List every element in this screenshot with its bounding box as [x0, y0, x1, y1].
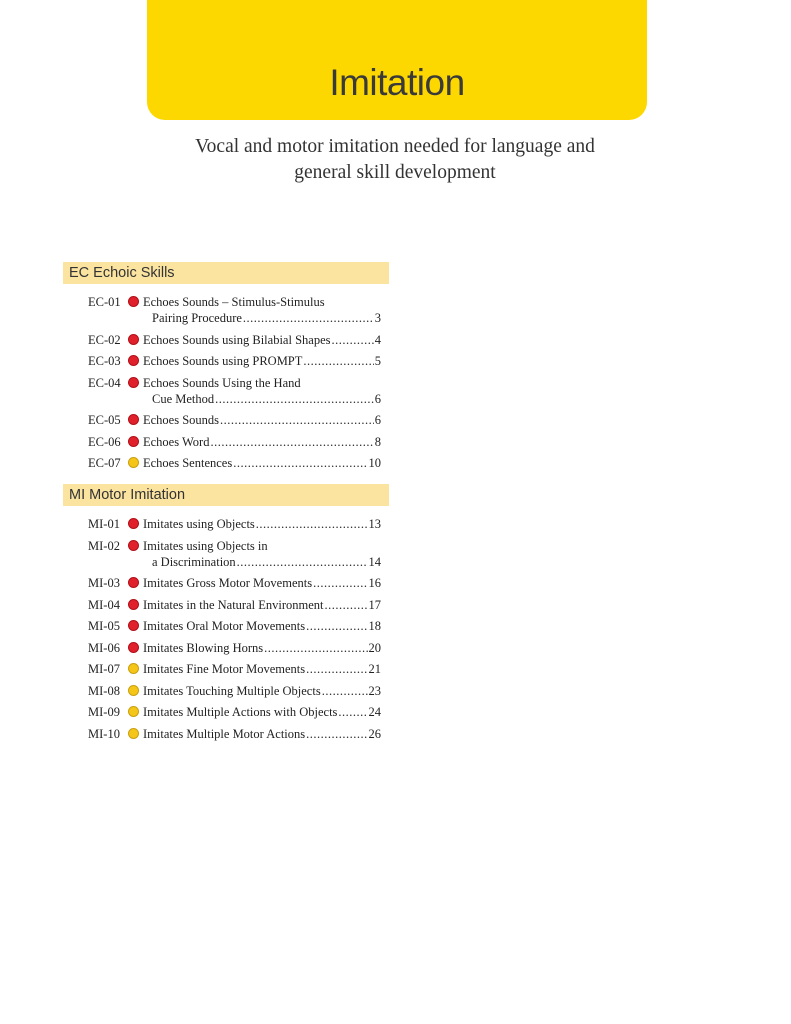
- dot-leader: [264, 640, 367, 656]
- toc-entry[interactable]: [88, 618, 381, 634]
- toc-entry[interactable]: [88, 412, 381, 428]
- entry-code: MI-03: [88, 576, 120, 590]
- red-dot-icon: [128, 518, 139, 529]
- entry-page-number: 18: [368, 619, 381, 633]
- red-dot-icon: [128, 334, 139, 345]
- entry-page-number: 13: [368, 517, 381, 531]
- entry-code: MI-01: [88, 517, 120, 531]
- dot-leader: [210, 434, 373, 450]
- dot-leader: [325, 597, 368, 613]
- entry-code: EC-03: [88, 354, 121, 368]
- entry-page-number: 16: [368, 576, 381, 590]
- toc-entry[interactable]: [88, 434, 381, 450]
- toc-entry[interactable]: [88, 726, 381, 742]
- dot-leader: [306, 618, 367, 634]
- entry-code: MI-02: [88, 538, 120, 553]
- red-dot-icon: [128, 540, 139, 551]
- entry-page-number: 5: [374, 354, 381, 368]
- entry-title: a Discrimination: [152, 554, 236, 569]
- entry-page-number: 20: [368, 640, 381, 655]
- entry-title: Echoes Sounds using PROMPT: [143, 354, 303, 368]
- dot-leader: [338, 704, 367, 720]
- entry-page-number: 24: [368, 705, 381, 719]
- entry-page-number: 4: [374, 332, 381, 347]
- entry-text: [143, 412, 381, 428]
- red-dot-icon: [128, 620, 139, 631]
- entry-page-number: 14: [368, 554, 381, 569]
- entry-text: [143, 640, 381, 656]
- entry-page-number: 6: [374, 413, 381, 427]
- page-title: Imitation: [329, 62, 465, 103]
- entry-title: Imitates Blowing Horns: [143, 640, 264, 655]
- entry-page-number: 6: [374, 391, 381, 406]
- yellow-dot-icon: [128, 685, 139, 696]
- entry-title: Echoes Sounds using Bilabial Shapes: [143, 332, 331, 347]
- section-header-echoic: EC Echoic Skills: [63, 262, 389, 284]
- dot-leader: [313, 575, 367, 591]
- entry-title: Cue Method: [152, 391, 215, 406]
- entry-title: Imitates in the Natural Environment: [143, 597, 324, 612]
- entry-title: Echoes Sounds Using the Hand: [143, 375, 301, 390]
- entry-code: EC-01: [88, 295, 121, 309]
- red-dot-icon: [128, 296, 139, 307]
- entry-code: EC-05: [88, 413, 121, 427]
- subtitle-line: Vocal and motor imitation needed for language and: [195, 136, 595, 157]
- yellow-dot-icon: [128, 706, 139, 717]
- dot-leader: [237, 554, 368, 570]
- entry-text: [143, 575, 381, 591]
- entry-code: EC-07: [88, 456, 121, 470]
- entry-code: EC-04: [88, 375, 121, 390]
- red-dot-icon: [128, 355, 139, 366]
- entry-title: Echoes Word: [143, 434, 210, 449]
- toc-entry[interactable]: [88, 516, 381, 532]
- entry-text: [143, 294, 381, 326]
- toc-entry[interactable]: [88, 683, 381, 699]
- toc-entry[interactable]: [88, 661, 381, 677]
- entry-title: Imitates using Objects in: [143, 538, 268, 553]
- entry-text: [143, 516, 381, 532]
- dot-leader: [303, 353, 373, 369]
- dot-leader: [322, 683, 368, 699]
- entry-code: MI-04: [88, 597, 120, 612]
- entry-text: [143, 726, 381, 742]
- subtitle-line: general skill development: [294, 162, 496, 183]
- page-subtitle: [120, 134, 670, 186]
- entry-text: [143, 455, 381, 471]
- red-dot-icon: [128, 577, 139, 588]
- entry-text: [143, 332, 381, 348]
- entry-page-number: 17: [368, 597, 381, 612]
- yellow-dot-icon: [128, 663, 139, 674]
- entry-page-number: 3: [374, 311, 381, 325]
- dot-leader: [306, 726, 367, 742]
- toc-entry[interactable]: [88, 294, 381, 326]
- red-dot-icon: [128, 377, 139, 388]
- toc-entry[interactable]: [88, 597, 381, 613]
- entry-page-number: 10: [368, 456, 381, 470]
- entry-text: [143, 683, 381, 699]
- entry-code: MI-07: [88, 662, 120, 676]
- entry-title: Imitates Multiple Actions with Objects: [143, 705, 338, 719]
- entry-title: Imitates Multiple Motor Actions: [143, 726, 306, 741]
- toc-entry[interactable]: [88, 575, 381, 591]
- entry-page-number: 26: [368, 726, 381, 741]
- entry-title: Imitates Oral Motor Movements: [143, 619, 306, 633]
- dot-leader: [332, 332, 374, 348]
- entry-title: Imitates Touching Multiple Objects: [143, 683, 321, 698]
- dot-leader: [306, 661, 367, 677]
- entry-text: [143, 661, 381, 677]
- entry-text: [143, 538, 381, 570]
- toc-list-echoic: [88, 294, 381, 477]
- toc-entry[interactable]: [88, 353, 381, 369]
- toc-entry[interactable]: [88, 375, 381, 407]
- entry-code: MI-05: [88, 619, 120, 633]
- entry-code: MI-10: [88, 726, 120, 741]
- entry-text: [143, 618, 381, 634]
- toc-entry[interactable]: [88, 704, 381, 720]
- entry-title: Imitates Fine Motor Movements: [143, 662, 306, 676]
- section-header-motor-imitation: MI Motor Imitation: [63, 484, 389, 506]
- dot-leader: [256, 516, 368, 532]
- entry-code: MI-09: [88, 705, 120, 719]
- title-banner: [147, 0, 647, 120]
- entry-text: [143, 597, 381, 613]
- entry-text: [143, 375, 381, 407]
- entry-title: Echoes Sentences: [143, 456, 233, 470]
- dot-leader: [215, 391, 374, 407]
- toc-entry[interactable]: [88, 332, 381, 348]
- entry-text: [143, 434, 381, 450]
- entry-code: MI-08: [88, 683, 120, 698]
- entry-title: Imitates Gross Motor Movements: [143, 576, 313, 590]
- toc-list-motor-imitation: [88, 516, 381, 747]
- entry-page-number: 21: [368, 662, 381, 676]
- entry-title: Echoes Sounds: [143, 413, 220, 427]
- red-dot-icon: [128, 436, 139, 447]
- toc-entry[interactable]: [88, 640, 381, 656]
- entry-code: EC-06: [88, 434, 121, 449]
- yellow-dot-icon: [128, 457, 139, 468]
- entry-title: Echoes Sounds – Stimulus-Stimulus: [143, 295, 325, 309]
- entry-code: EC-02: [88, 332, 121, 347]
- entry-text: [143, 353, 381, 369]
- red-dot-icon: [128, 414, 139, 425]
- red-dot-icon: [128, 599, 139, 610]
- entry-page-number: 23: [368, 683, 381, 698]
- entry-title: Imitates using Objects: [143, 517, 255, 531]
- entry-text: [143, 704, 381, 720]
- red-dot-icon: [128, 642, 139, 653]
- toc-entry[interactable]: [88, 538, 381, 570]
- entry-page-number: 8: [374, 434, 381, 449]
- toc-entry[interactable]: [88, 455, 381, 471]
- dot-leader: [243, 310, 374, 326]
- dot-leader: [233, 455, 367, 471]
- entry-title: Pairing Procedure: [152, 311, 242, 325]
- dot-leader: [220, 412, 374, 428]
- entry-code: MI-06: [88, 640, 120, 655]
- yellow-dot-icon: [128, 728, 139, 739]
